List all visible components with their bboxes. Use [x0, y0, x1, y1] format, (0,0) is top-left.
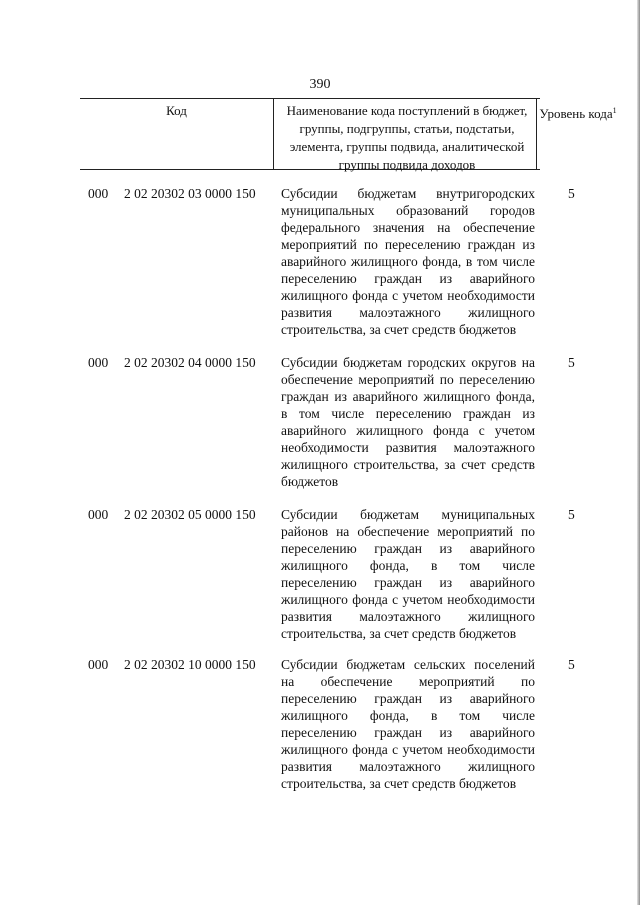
row-level: 5 [568, 355, 575, 370]
header-divider [273, 99, 274, 169]
row-prefix: 000 [88, 507, 109, 522]
row-description: Субсидии бюджетам муниципальных районов на обеспечение мероприятий по переселению граждан из аварийного жилищного фонда, в том числе переселению граждан из аварийного жилищного фонда с учетом необходимости развития малоэтажного жилищного строительства, за счет средств бюджетов [281, 507, 535, 641]
row-prefix: 000 [88, 657, 109, 672]
row-description: Субсидии бюджетам городских округов на обеспечение мероприятий по переселению граждан из аварийного жилищного фонда, в том числе переселению граждан из аварийного жилищного фонда с учетом необходимости развития малоэтажного жилищного строительства, за счет средств бюджетов [281, 355, 535, 489]
row-level: 5 [568, 657, 575, 672]
row-level: 5 [568, 507, 575, 522]
row-prefix: 000 [88, 355, 109, 370]
row-code: 2 02 20302 04 0000 150 [124, 355, 256, 370]
header-name: Наименование кода поступлений в бюджет, группы, подгруппы, статьи, подстатьи, элемента, группы подвида, аналитической группы подвида доходов [286, 103, 528, 172]
header-level [536, 102, 620, 123]
header-code: Код [166, 103, 187, 118]
row-prefix: 000 [88, 186, 109, 201]
table-header [80, 98, 617, 172]
row-description: Субсидии бюджетам внутригородских муниципальных образований городов федерального значения на обеспечение мероприятий по переселению граждан из аварийного жилищного фонда, в том числе переселению граждан из аварийного жилищного фонда с учетом необходимости развития малоэтажного жилищного строительства, за счет средств бюджетов [281, 186, 535, 337]
row-code: 2 02 20302 05 0000 150 [124, 507, 256, 522]
row-level: 5 [568, 186, 575, 201]
header-level-label: Уровень кода [539, 106, 613, 121]
row-code: 2 02 20302 10 0000 150 [124, 657, 256, 672]
page-number: 390 [309, 77, 331, 92]
header-level-footnote: 1 [612, 106, 617, 115]
row-code: 2 02 20302 03 0000 150 [124, 186, 256, 201]
row-description: Субсидии бюджетам сельских поселений на обеспечение мероприятий по переселению граждан из аварийного жилищного фонда, в том числе переселению граждан из аварийного жилищного фонда с учетом необходимости развития малоэтажного жилищного строительства, за счет средств бюджетов [281, 657, 535, 791]
